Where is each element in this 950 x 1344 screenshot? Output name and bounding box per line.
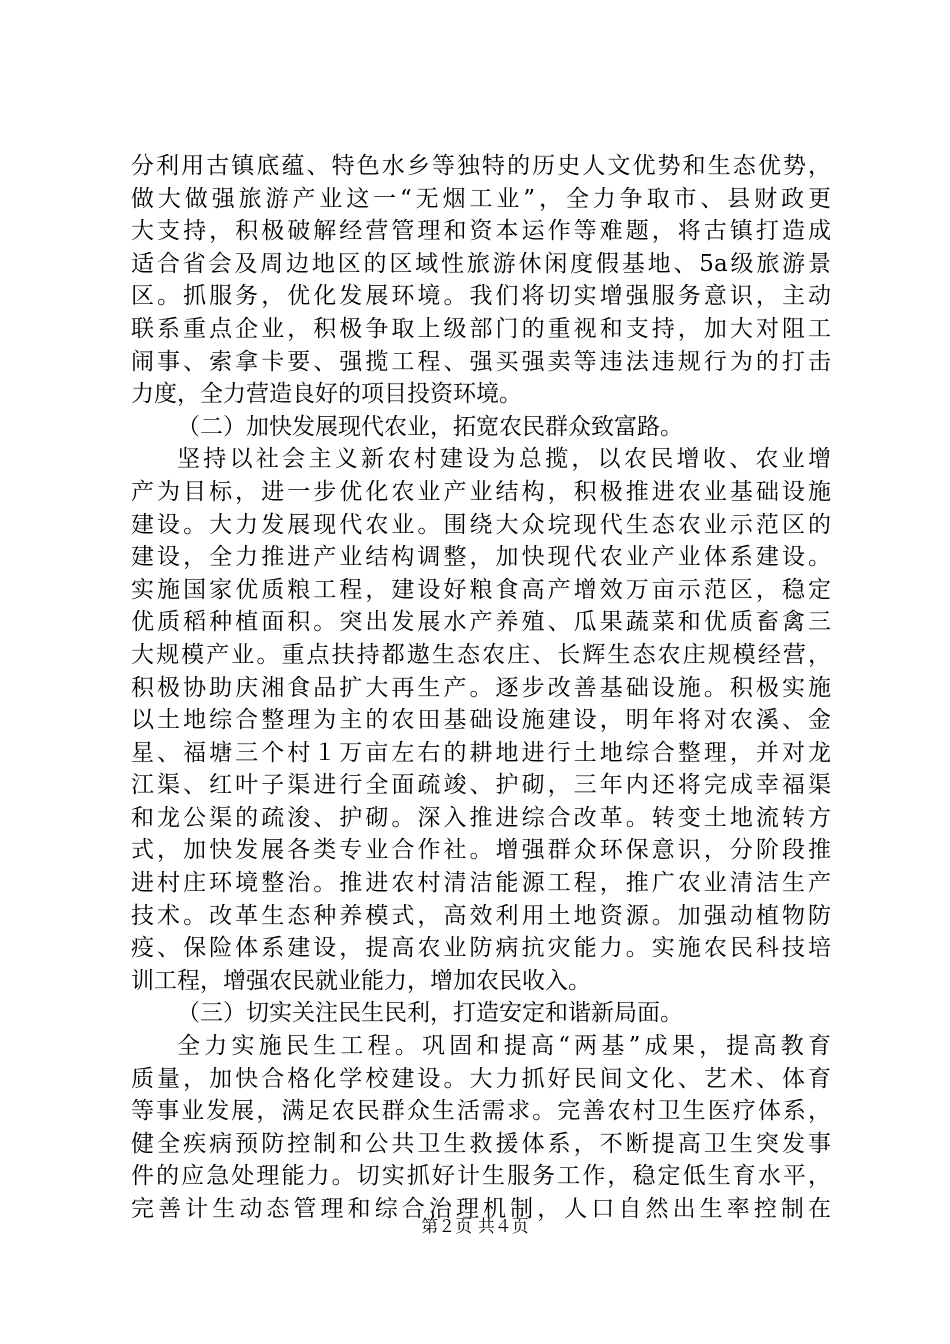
page-footer: 第２页 共４页 bbox=[421, 1217, 529, 1237]
text-line: 进村庄环境整治。推进农村清洁能源工程，推广农业清洁生产 bbox=[131, 870, 831, 897]
text-line: 技术。改革生态种养模式，高效利用土地资源。加强动植物防 bbox=[131, 902, 831, 929]
text-line: 建设，全力推进产业结构调整，加快现代农业产业体系建设。 bbox=[131, 544, 831, 571]
text-line: 大支持，积极破解经营管理和资本运作等难题，将古镇打造成 bbox=[131, 218, 831, 245]
text-line: 优质稻种植面积。突出发展水产养殖、瓜果蔬菜和优质畜禽三 bbox=[131, 609, 831, 636]
text-line: （二）加快发展现代农业，拓宽农民群众致富路。 bbox=[177, 413, 683, 440]
text-line: 和龙公渠的疏浚、护砌。深入推进综合改革。转变土地流转方 bbox=[131, 804, 831, 831]
text-line: 大规模产业。重点扶持都遨生态农庄、长辉生态农庄规模经营， bbox=[131, 641, 831, 668]
text-line: 做大做强旅游产业这一“无烟工业”，全力争取市、县财政更 bbox=[131, 185, 831, 212]
text-line: 疫、保险体系建设，提高农业防病抗灾能力。实施农民科技培 bbox=[131, 935, 831, 962]
text-line: 实施国家优质粮工程，建设好粮食高产增效万亩示范区，稳定 bbox=[131, 576, 831, 603]
document-body bbox=[131, 150, 831, 1226]
text-line: 产为目标，进一步优化农业产业结构，积极推进农业基础设施 bbox=[131, 478, 831, 505]
text-line: 建设。大力发展现代农业。围绕大众垸现代生态农业示范区的 bbox=[131, 511, 831, 538]
text-line: 联系重点企业，积极争取上级部门的重视和支持，加大对阻工 bbox=[131, 315, 831, 342]
text-line: 训工程，增强农民就业能力，增加农民收入。 bbox=[131, 967, 591, 994]
text-line: 等事业发展，满足农民群众生活需求。完善农村卫生医疗体系， bbox=[131, 1098, 831, 1125]
text-line: 星、福塘三个村１万亩左右的耕地进行土地综合整理，并对龙 bbox=[131, 739, 831, 766]
text-line: 完善计生动态管理和综合治理机制，人口自然出生率控制在 bbox=[131, 1196, 831, 1222]
text-line: 积极协助庆湘食品扩大再生产。逐步改善基础设施。积极实施 bbox=[131, 674, 831, 701]
text-line: 全力实施民生工程。巩固和提高“两基”成果，提高教育 bbox=[177, 1033, 831, 1060]
text-line: （三）切实关注民生民利，打造安定和谐新局面。 bbox=[177, 1000, 683, 1027]
text-line: 力度，全力营造良好的项目投资环境。 bbox=[131, 381, 522, 408]
text-line: 式，加快发展各类专业合作社。增强群众环保意识，分阶段推 bbox=[131, 837, 831, 864]
text-line: 区。抓服务，优化发展环境。我们将切实增强服务意识，主动 bbox=[131, 283, 831, 310]
text-line: 适合省会及周边地区的区域性旅游休闲度假基地、5a级旅游景 bbox=[131, 250, 831, 277]
text-line: 坚持以社会主义新农村建设为总揽，以农民增收、农业增 bbox=[177, 446, 831, 473]
text-line: 健全疾病预防控制和公共卫生救援体系，不断提高卫生突发事 bbox=[131, 1130, 831, 1157]
text-line: 件的应急处理能力。切实抓好计生服务工作，稳定低生育水平， bbox=[131, 1163, 831, 1190]
text-line: 以土地综合整理为主的农田基础设施建设，明年将对农溪、金 bbox=[131, 707, 831, 734]
text-line: 江渠、红叶子渠进行全面疏竣、护砌，三年内还将完成幸福渠 bbox=[131, 772, 831, 799]
text-line: 分利用古镇底蕴、特色水乡等独特的历史人文优势和生态优势， bbox=[131, 153, 831, 179]
text-line: 质量，加快合格化学校建设。大力抓好民间文化、艺术、体育 bbox=[131, 1065, 831, 1092]
text-line: 闹事、索拿卡要、强揽工程、强买强卖等违法违规行为的打击 bbox=[131, 348, 831, 375]
